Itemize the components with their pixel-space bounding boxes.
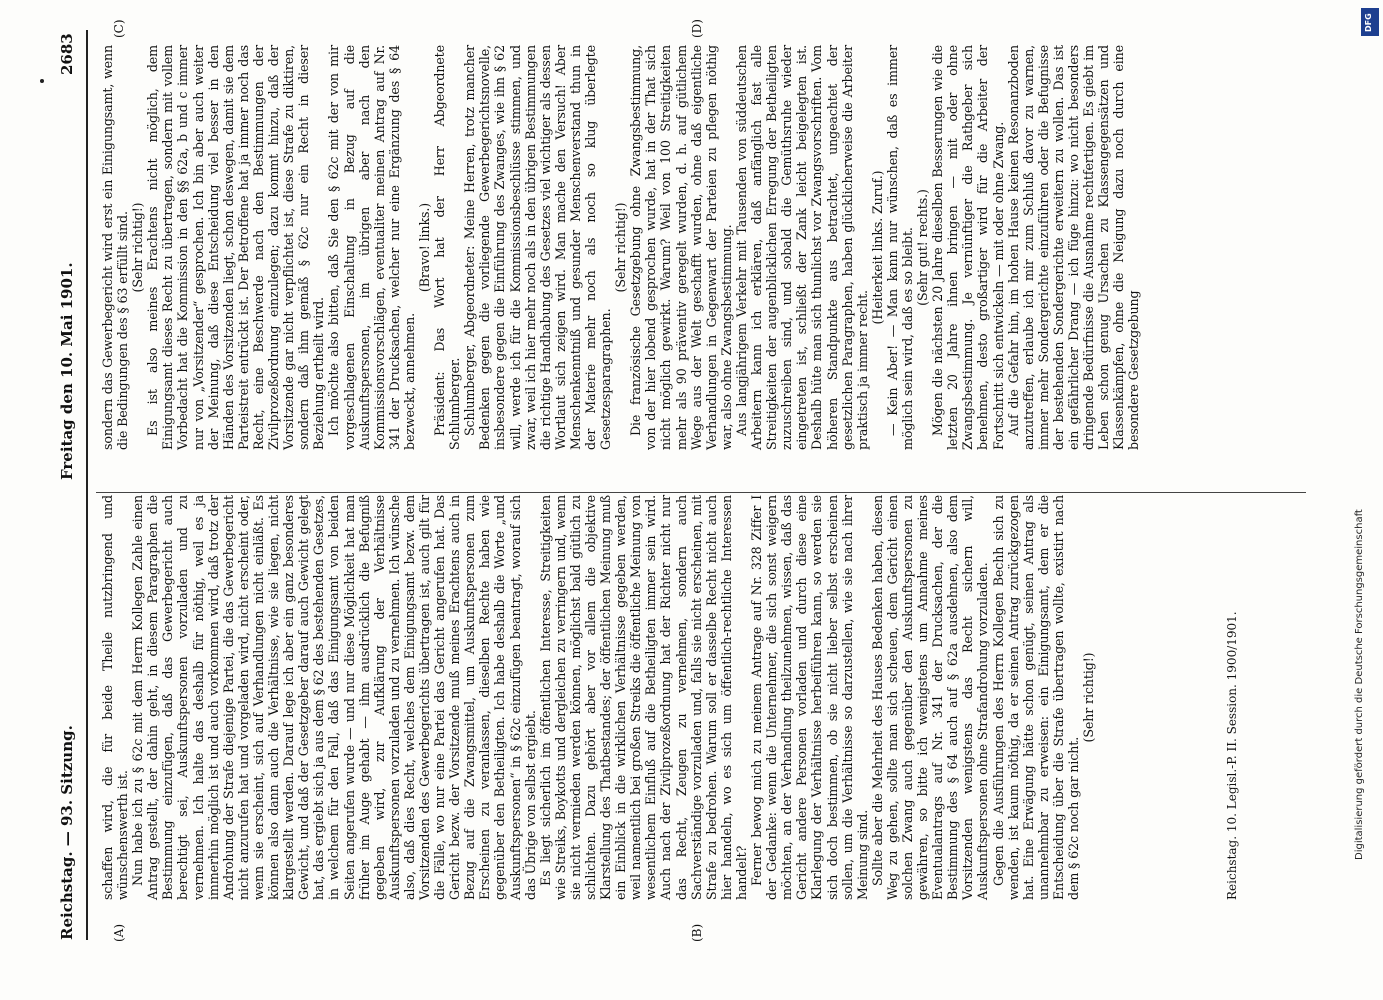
dfg-logo-text: DFG <box>1364 13 1373 32</box>
dfg-logo <box>1361 8 1379 36</box>
paragraph: Die französische Gesetzgebung ohne Zwangsbestimmung, von der hier lobend gesprochen wurde, hat in der That sich nicht möglich gewirkt. Warum? Weil von 100 Streitigkeiten mehr als 90 präventiv geregelt wurden, d. h. auf gütlichem Wege aus der Welt geschafft wurden, ohne daß eigentliche Verhandlungen in Gegenwart der Parteien zu pflegen nöthig war, also ohne Zwangsbestimmung. <box>628 45 734 450</box>
credit-text: Digitalisierung gefördert durch die Deutsche Forschungsgemeinschaft <box>1354 509 1365 860</box>
header-date: Freitag den 10. Mai 1901. <box>58 262 76 480</box>
paragraph: sondern das Gewerbegericht wird erst ein Einigungsamt, wenn die Bedingungen des § 63 erfüllt sind. <box>100 45 131 450</box>
paragraph: (Sehr gut! rechts.) <box>915 189 931 306</box>
running-header <box>58 0 82 1000</box>
paragraph: Präsident: Das Wort hat der Herr Abgeordnete Schlumberger. <box>432 45 463 450</box>
left-column <box>100 495 1096 900</box>
margin-mark-a: (A) <box>112 923 126 942</box>
paragraph: Schlumberger, Abgeordneter: Meine Herren, trotz mancher Bedenken gegen die vorliegende Gewerbegerichtsnovelle, insbesondere gegen die Einführung des Zwanges, wie ihn § 62 will, werde ich für die Kommissionsbeschlüsse stimmen, und zwar, weil ich hier mehr noch als in den übrigen Bestimmungen die richtige Handhabung des Gesetzes viel wichtiger als dessen Wortlaut sich zeigen wird. Man mache den Versuch! Aber Menschenkenntniß und gesunder Menschenverstand thun in der Materie mehr noch als noch so klug überlegte Gesetzesparagraphen. <box>462 45 614 450</box>
paragraph: (Sehr richtig!) <box>1081 652 1097 743</box>
paragraph: (Heiterkeit links. Zuruf.) <box>869 170 885 325</box>
margin-mark-c: (C) <box>112 19 126 38</box>
paragraph: schaffen wird, die für beide Theile nutzbringend und wünschenswerth ist. <box>100 495 131 900</box>
paragraph: — Kein Aber! — Man kann nur wünschen, daß es immer möglich sein wird, daß es so bleibt. <box>884 45 915 450</box>
margin-mark-d: (D) <box>690 19 704 38</box>
paragraph: Aus langjährigem Verkehr mit Tausenden von süddeutschen Arbeitern kann ich erklären, daß anfänglich fast alle Streitigkeiten der augenblicklichen Erregung der Betheiligten zuzuschreiben sind, und sobald die Gemüthsruhe wieder eingetreten ist, schließt der Zank leicht beigelegten ist. Deshalb hüte man sich thunlichst vor Zwangsvorschriften. Vom höheren Standpunkte aus betrachtet, ungeachtet der gesetzlichen Paragraphen, haben glücklicherweise die Arbeiter praktisch ja immer recht. <box>733 45 870 450</box>
paragraph: Mögen die nächsten 20 Jahre dieselben Besserungen wie die letzten 20 Jahre ihnen bringen — mit oder ohne Zwangsbestimmung. Je vernünftiger die Rathgeber sich benehmen, desto großartiger wird für die Arbeiter der Fortschritt sich entwickeln — mit oder ohne Zwang. <box>930 45 1006 450</box>
right-column <box>100 45 1141 450</box>
header-rule <box>86 30 88 940</box>
paragraph: Ferner bewog mich zu meinem Antrage auf Nr. 328 Ziffer I der Gedanke: wenn die Unternehmer, die sich sonst weigern möchten, an der Verhandlung theilzunehmen, wissen, daß das Gericht andere Personen vorladen und durch diese eine Klarlegung der Verhältnisse herbeiführen kann, so werden sie sich doch bestimmen, ob sie nicht lieber selbst erscheinen sollen, um die Verhältnisse so darzustellen, wie sie nach ihrer Meinung sind. <box>749 495 870 900</box>
digitization-credit <box>1340 40 1365 860</box>
header-page-number: 2683 <box>58 33 76 75</box>
paragraph: (Sehr richtig!) <box>130 202 146 293</box>
column-divider <box>96 492 1306 493</box>
paragraph: Gegen die Ausführungen des Herrn Kollegen Bechh sich zu wenden, ist kaum nöthig, da er seinen Antrag zurückgezogen hat. Eine Erwägung hätte schon genügt, seinen Antrag als unannehmbar zu erweisen: ein Einigungsamt, dem er die Entscheidung über die Strafe übertragen wollte, existirt nach dem § 62c noch gar nicht. <box>990 495 1081 900</box>
header-session: Reichstag. — 93. Sitzung. <box>58 725 76 940</box>
paragraph: Nun habe ich zu § 62c mit dem Herrn Kollegen Zahle einen Antrag gestellt, der dahin geht, in diesem Paragraphen die Bestimmung einzufügen, daß das Gewerbegericht auch berechtigt sei, Auskunftspersonen vorzuladen und zu vernehmen. Ich halte das deshalb für nöthig, weil es ja immerhin möglich ist und auch vorkommen wird, daß trotz der Androhung der Strafe diejenige Partei, die das Gewerbegericht nicht anzurufen hat und vorgeladen wird, nicht erscheint oder, wenn sie erscheint, sich auf Verhandlungen nicht einläßt. Es können also dann auch die Verhältnisse, wie sie liegen, nicht klargestellt werden. Darauf lege ich aber ein ganz besonderes Gewicht, und daß der Gesetzgeber darauf auch Gewicht gelegt hat, das ergiebt sich ja aus dem § 62 des bestehenden Gesetzes, in welchem für den Fall, daß das Einigungsamt von beiden Seiten angerufen wurde — und nur diese Möglichkeit hat man früher im Auge gehabt — ihm ausdrücklich die Befugniß gegeben wird, zur Aufklärung der Verhältnisse Auskunftspersonen vorzuladen und zu vernehmen. Ich wünsche also, daß dies Recht, welches dem Einigungsamt bezw. dem Vorsitzenden des Gewerbegerichts übertragen ist, auch gilt für die Fälle, wo nur eine Partei das Gericht angerufen hat. Das Gericht bezw. der Vorsitzende muß meines Erachtens auch in Bezug auf die Zwangsmittel, um Auskunftspersonen zum Erscheinen zu veranlassen, dieselben Rechte haben wie gegenüber den Betheiligten. Ich habe deshalb die Worte „und Auskunftspersonen“ in § 62c einzufügen beantragt, worauf sich das Übrige von selbst ergiebt. <box>130 495 538 900</box>
paragraph: Auf die Gefahr hin, im hohen Hause keinen Resonanzboden anzutreffen, erlaube ich mir zum Schluß davor zu warnen, immer mehr Sondergerichte einzuführen oder die Befugnisse der bestehenden Sondergerichte erweitern zu wollen. Das ist ein gefährlicher Drang — ich füge hinzu: wo nicht besonders dringende Bedürfnisse die Ausnahme rechtfertigen. Es giebt im Leben schon genug Ursachen zu Klassengegensätzen und Klassenkämpfen, ohne die Neigung dazu noch durch eine besondere Gesetzgebung <box>1005 45 1142 450</box>
print-dot <box>40 79 44 83</box>
paragraph: Es liegt sicherlich im öffentlichen Interesse, Streitigkeiten wie Streiks, Boykotts und dergleichen zu verringern und, wenn sie nicht vermieden werden können, möglichst bald gütlich zu schlichten. Dazu gehört aber vor allem die objektive Klarstellung des Thatbestandes; der öffentlichen Meinung muß ein Einblick in die wirklichen Verhältnisse gegeben werden, weil namentlich bei großen Streiks die öffentliche Meinung von wesentlichem Einfluß auf die Betheiligten immer sein wird. Auch nach der Zivilprozeßordnung hat der Richter nicht nur das Recht, Zeugen zu vernehmen, sondern auch Sachverständige vorzuladen und, falls sie nicht erscheinen, mit Strafe zu bedrohen. Warum soll er dasselbe Recht nicht auch hier handeln, wo es sich um öffentlich-rechtliche Interessen handelt? <box>537 495 749 900</box>
page-footer: Reichstag. 10. Legisl.-P. II. Session. 1900/1901. <box>1225 611 1239 900</box>
paragraph: Es ist also meines Erachtens nicht möglich, dem Einigungsamt dieses Recht zu übertragen, sondern mit vollem Vorbedacht hat die Kommission in den §§ 62a, b und c immer nur von „Vorsitzender“ gesprochen. Ich bin aber auch weiter der Meinung, daß diese Entscheidung viel besser in den Händen des Vorsitzenden liegt, schon deswegen, damit sie dem Parteistreit entrückt ist. Der Betroffene hat ja immer noch das Recht, eine Beschwerde nach den Bestimmungen der Zivilprozeßordnung einzulegen; dazu kommt hinzu, daß der Vorsitzende gar nicht verpflichtet ist, diese Strafe zu diktiren, sondern daß ihm gemäß § 62c nur ein Recht in dieser Beziehung ertheilt wird. <box>145 45 327 450</box>
paragraph: (Bravo! links.) <box>416 202 432 293</box>
paragraph: (Sehr richtig!) <box>613 202 629 293</box>
margin-mark-b: (B) <box>690 923 704 942</box>
paragraph: Ich möchte also bitten, daß Sie den § 62c mit der von mir vorgeschlagenen Einschaltung in Bezug auf die Auskunftspersonen, im übrigen aber nach den Kommissionsvorschlägen, eventualiter meinen Antrag auf Nr. 341 der Drucksachen, welcher nur eine Ergänzung des § 64 bezweckt, annehmen. <box>326 45 417 450</box>
paragraph: Sollte aber die Mehrheit des Hauses Bedenken haben, diesen Weg zu gehen, sollte man sich scheuen, dem Gericht einen solchen Zwang auch gegenüber den Auskunftspersonen zu gewähren, so bitte ich wenigstens um Annahme meines Eventualantrags auf Nr. 341 der Drucksachen, der die Bestimmung des § 64 auch auf § 62a ausdehnen, also dem Vorsitzenden wenigstens das Recht sichern will, Auskunftspersonen ohne Strafandrohung vorzuladen. <box>869 495 991 900</box>
